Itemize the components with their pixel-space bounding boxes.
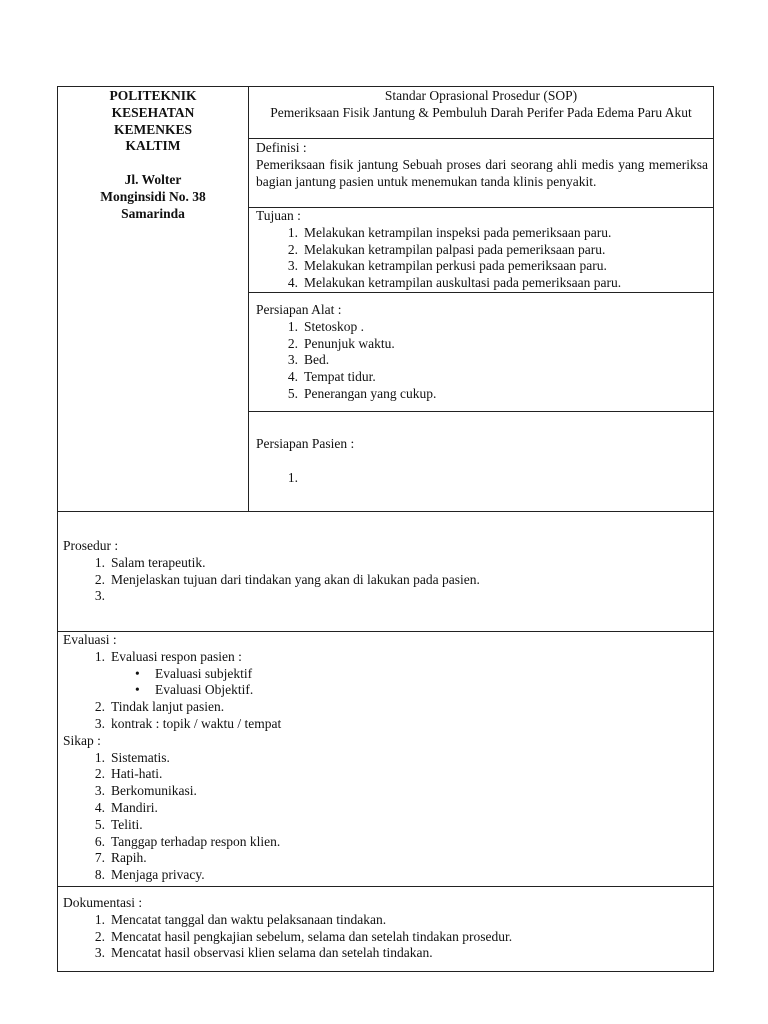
list-item: 1. Mencatat tanggal dan waktu pelaksanaan tindakan. — [94, 911, 387, 927]
list-item: 2. Penunjuk waktu. — [287, 335, 395, 351]
institution-name-line: KALTIM — [125, 138, 181, 154]
list-item: 2. Menjelaskan tujuan dari tindakan yang akan di lakukan pada pasien. — [94, 571, 480, 587]
institution-name-line: KEMENKES — [113, 121, 192, 137]
list-item: 2. Mencatat hasil pengkajian sebelum, selama dan setelah tindakan prosedur. — [94, 928, 513, 944]
dokumentasi-list — [63, 912, 708, 962]
list-item: 2. Tindak lanjut pasien. — [94, 699, 225, 715]
list-item: • Evaluasi Objektif. — [135, 682, 254, 698]
institution-address-line: Monginsidi No. 38 — [100, 188, 206, 204]
list-item: 3. Berkomunikasi. — [94, 783, 197, 799]
evaluasi-section — [63, 632, 708, 884]
sop-subtitle: Pemeriksaan Fisik Jantung & Pembuluh Darah Perifer Pada Edema Paru Akut — [270, 104, 692, 120]
list-item: 1. Sistematis. — [94, 749, 170, 765]
list-item: 4. Melakukan ketrampilan auskultasi pada pemeriksaan paru. — [287, 275, 622, 291]
definisi-text: Pemeriksaan fisik jantung Sebuah proses dari seorang ahli medis yang memeriksa bagian jantung pasien untuk menemukan tanda klinis penyakit. — [256, 156, 708, 189]
alat-divider — [248, 411, 714, 412]
list-item: 5. Penerangan yang cukup. — [287, 385, 437, 401]
sikap-list — [63, 750, 708, 884]
sop-header — [252, 88, 710, 122]
list-item: 3. Melakukan ketrampilan perkusi pada pemeriksaan paru. — [287, 258, 607, 274]
evaluasi-label: Evaluasi : — [63, 632, 117, 647]
tujuan-section — [256, 208, 708, 292]
list-item: • Evaluasi subjektif — [135, 665, 253, 681]
list-item: 5. Teliti. — [94, 816, 143, 832]
prosedur-label: Prosedur : — [63, 538, 119, 553]
list-item: 8. Menjaga privacy. — [94, 867, 205, 883]
list-item: 2. Melakukan ketrampilan palpasi pada pemeriksaan paru. — [287, 241, 606, 257]
header-divider — [248, 138, 714, 139]
top-section-divider — [57, 511, 714, 512]
tujuan-list — [256, 225, 708, 292]
dokumentasi-section — [63, 895, 708, 962]
list-item: 3. kontrak : topik / waktu / tempat — [94, 715, 282, 731]
list-item: 7. Rapih. — [94, 850, 147, 866]
column-divider — [248, 86, 249, 511]
tujuan-divider — [248, 292, 714, 293]
persiapan-alat-list — [256, 319, 708, 403]
persiapan-alat-label: Persiapan Alat : — [256, 302, 342, 317]
list-item: 4. Tempat tidur. — [287, 369, 376, 385]
prosedur-list: 1. Salam terapeutik. 2. Menjelaskan tujuan dari tindakan yang akan di lakukan pada pasien. 3. — [63, 555, 708, 589]
definisi-section — [256, 140, 708, 190]
tujuan-label: Tujuan : — [256, 208, 301, 223]
list-item: 1. Melakukan ketrampilan inspeksi pada pemeriksaan paru. — [287, 224, 612, 240]
persiapan-alat-section — [256, 302, 708, 403]
list-item: 3. Mencatat hasil observasi klien selama dan setelah tindakan. — [94, 945, 433, 961]
institution-address-line: Samarinda — [121, 205, 185, 221]
institution-address-line: Jl. Wolter — [124, 171, 182, 187]
institution-block — [58, 88, 248, 222]
list-item: 1. Evaluasi respon pasien : — [94, 648, 242, 664]
prosedur-section — [63, 538, 708, 604]
sikap-label: Sikap : — [63, 732, 101, 748]
evaluasi-sublist — [63, 666, 708, 700]
evaluasi-divider — [57, 886, 714, 887]
institution-name-line: KESEHATAN — [111, 104, 195, 120]
evaluasi-list — [63, 649, 708, 666]
sop-title: Standar Oprasional Prosedur (SOP) — [384, 88, 578, 103]
list-item: 2. Hati-hati. — [94, 766, 163, 782]
dokumentasi-label: Dokumentasi : — [63, 895, 143, 910]
list-item: 3. Bed. — [287, 352, 330, 368]
persiapan-pasien-label: Persiapan Pasien : — [256, 436, 355, 451]
definisi-label: Definisi : — [256, 140, 307, 155]
list-item: 1. Salam terapeutik. — [94, 554, 206, 570]
persiapan-pasien-section: Persiapan Pasien : 1. — [256, 436, 708, 470]
list-item: 4. Mandiri. — [94, 799, 158, 815]
institution-name-line: POLITEKNIK — [109, 88, 197, 103]
list-item: 6. Tanggap terhadap respon klien. — [94, 833, 281, 849]
list-item: 1. Stetoskop . — [287, 318, 365, 334]
